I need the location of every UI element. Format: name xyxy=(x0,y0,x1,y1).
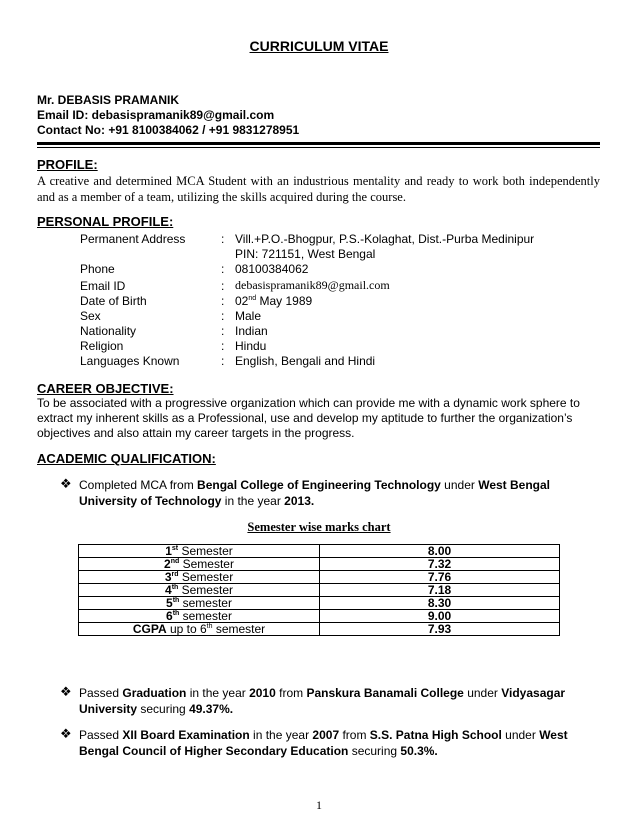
profile-text: A creative and determined MCA Student with an industrious mentality and ready to work both independently and as a member of a team, utilizing the skills acquired during the course. xyxy=(37,174,600,204)
table-row xyxy=(79,558,560,571)
sex-label: Sex xyxy=(80,309,101,323)
career-objective-text: To be associated with a progressive organization which can provide me with a dynamic work sphere to extract my inherent skills as a Professional, use and develop my aptitude to further the organization’s objectives and also attain my career targets in the progress. xyxy=(37,396,580,440)
header-divider-thick xyxy=(37,142,600,145)
languages-label: Languages Known xyxy=(80,354,180,368)
dob-value: 02nd May 1989 xyxy=(235,294,313,308)
address-value: Vill.+P.O.-Bhogpur, P.S.-Kolaghat, Dist.-Purba Medinipur xyxy=(235,232,535,246)
colon: : xyxy=(221,294,225,308)
nationality-value: Indian xyxy=(235,324,268,338)
address-label: Permanent Address xyxy=(80,232,186,246)
colon: : xyxy=(221,339,225,353)
header-divider-thin xyxy=(37,147,600,148)
sex-value: Male xyxy=(235,309,262,323)
page-number: 1 xyxy=(316,798,322,812)
score-cell: 8.30 xyxy=(320,597,560,610)
colon: : xyxy=(221,324,225,338)
religion-label: Religion xyxy=(80,339,124,353)
mca-qualification: Completed MCA from Bengal College of Engineering Technology under West Bengal University of Technology in the year 2013. xyxy=(79,478,550,508)
candidate-name: Mr. DEBASIS PRAMANIK xyxy=(37,93,180,107)
semester-cell: 6th semester xyxy=(79,610,320,623)
nationality-label: Nationality xyxy=(80,324,137,338)
colon: : xyxy=(221,279,225,293)
cgpa-cell: CGPA up to 6th semester xyxy=(79,623,320,636)
score-cell: 9.00 xyxy=(320,610,560,623)
table-row xyxy=(79,610,560,623)
semester-cell: 4th Semester xyxy=(79,584,320,597)
score-cell: 7.32 xyxy=(320,558,560,571)
languages-value: English, Bengali and Hindi xyxy=(235,354,376,368)
score-cell: 7.18 xyxy=(320,584,560,597)
semester-cell: 2nd Semester xyxy=(79,558,320,571)
score-cell: 7.76 xyxy=(320,571,560,584)
semester-cell: 3rd Semester xyxy=(79,571,320,584)
table-row xyxy=(79,584,560,597)
colon: : xyxy=(221,309,225,323)
profile-heading: PROFILE: xyxy=(37,157,98,172)
phone-label: Phone xyxy=(80,262,115,276)
table-row xyxy=(79,545,560,558)
table-row xyxy=(79,623,560,636)
marks-table xyxy=(78,544,560,636)
address-pin: PIN: 721151, West Bengal xyxy=(235,247,376,261)
bullet-icon: ❖ xyxy=(60,726,72,741)
academic-heading: ACADEMIC QUALIFICATION: xyxy=(37,451,216,466)
career-objective-heading: CAREER OBJECTIVE: xyxy=(37,381,174,396)
email-line: Email ID: debasispramanik89@gmail.com xyxy=(37,108,275,122)
table-row xyxy=(79,597,560,610)
religion-value: Hindu xyxy=(235,339,267,353)
document-title: CURRICULUM VITAE xyxy=(249,38,389,54)
table-row xyxy=(79,571,560,584)
bullet-icon: ❖ xyxy=(60,684,72,699)
semester-cell: 5th semester xyxy=(79,597,320,610)
graduation-qualification: Passed Graduation in the year 2010 from Panskura Banamali College under Vidyasagar University securing 49.37%. xyxy=(79,686,566,716)
colon: : xyxy=(221,232,225,246)
xii-qualification: Passed XII Board Examination in the year 2007 from S.S. Patna High School under West Bengal Council of Higher Secondary Education securing 50.3%. xyxy=(79,728,568,758)
semester-cell: 1st Semester xyxy=(79,545,320,558)
dob-label: Date of Birth xyxy=(80,294,147,308)
email-value: debasispramanik89@gmail.com xyxy=(235,278,390,292)
marks-chart-title: Semester wise marks chart xyxy=(247,520,391,534)
colon: : xyxy=(221,262,225,276)
email-label: Email ID xyxy=(80,279,126,293)
bullet-icon: ❖ xyxy=(60,476,72,491)
contact-line: Contact No: +91 8100384062 / +91 9831278951 xyxy=(37,123,300,137)
score-cell: 8.00 xyxy=(320,545,560,558)
colon: : xyxy=(221,354,225,368)
personal-profile-heading: PERSONAL PROFILE: xyxy=(37,214,174,229)
cgpa-score-cell: 7.93 xyxy=(320,623,560,636)
phone-value: 08100384062 xyxy=(235,262,309,276)
